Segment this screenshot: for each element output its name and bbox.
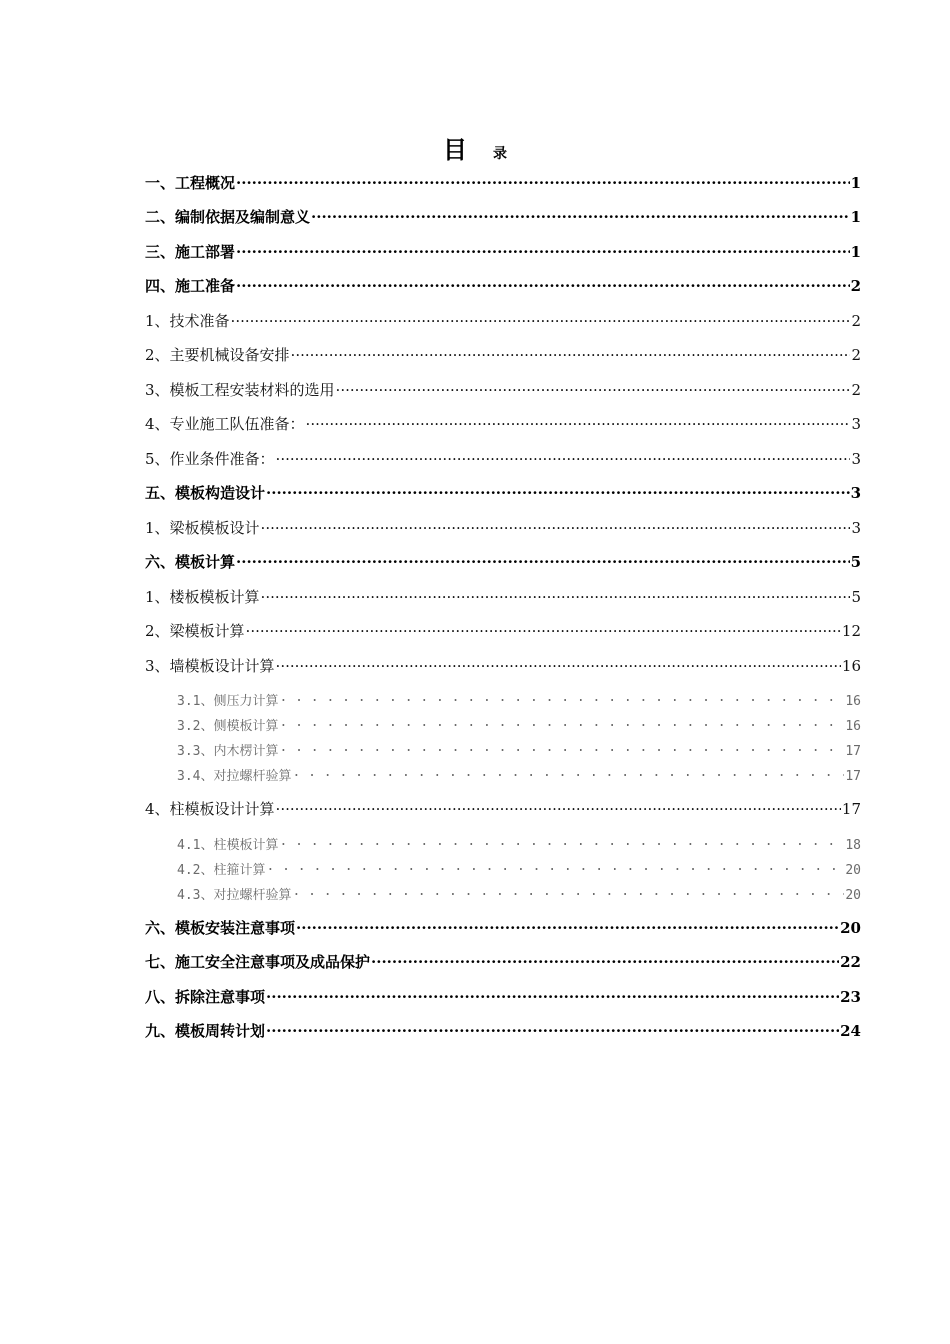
toc-entry-page: 20	[845, 888, 861, 903]
toc-entry-label: 5、作业条件准备：	[145, 450, 275, 468]
toc-leader-dots	[279, 717, 844, 730]
toc-entry-page: 1	[850, 208, 861, 226]
toc-entry-label: 1、楼板模板计算	[145, 588, 260, 606]
toc-entry-page: 23	[840, 988, 861, 1006]
toc-entry[interactable]	[145, 917, 861, 938]
toc-entry-label: 三、施工部署	[145, 243, 236, 261]
toc-entry-page: 5	[851, 588, 861, 606]
toc-entry-label: 1、技术准备	[145, 312, 230, 330]
toc-leader-dots	[261, 587, 851, 602]
toc-leader-dots	[292, 767, 844, 780]
toc-entry[interactable]	[145, 551, 861, 572]
toc-entry[interactable]	[145, 798, 861, 819]
toc-title-sub: 录	[493, 146, 507, 162]
toc-entry-label: 六、模板计算	[145, 553, 236, 571]
toc-entry-page: 5	[850, 553, 861, 571]
toc-entry-page: 18	[845, 838, 861, 853]
toc-leader-dots	[231, 311, 851, 326]
toc-subentry[interactable]	[177, 740, 861, 759]
toc-leader-dots	[311, 207, 850, 222]
toc-leader-dots	[236, 173, 850, 188]
toc-subentry[interactable]	[177, 834, 861, 853]
toc-entry[interactable]	[145, 275, 861, 296]
toc-entry[interactable]	[145, 1020, 861, 1041]
toc-entry-page: 16	[841, 657, 861, 675]
toc-subentry[interactable]	[177, 765, 861, 784]
toc-leader-dots	[279, 836, 844, 849]
toc-entry-page: 17	[845, 744, 861, 759]
toc-entry[interactable]	[145, 951, 861, 972]
toc-leader-dots	[236, 552, 850, 567]
toc-entry-label: 4.1、柱模板计算	[177, 838, 279, 853]
toc-entry-page: 1	[850, 243, 861, 261]
toc-leader-dots	[266, 861, 844, 874]
toc-entry[interactable]	[145, 206, 861, 227]
toc-entry-page: 3	[851, 450, 861, 468]
toc-entry[interactable]	[145, 241, 861, 262]
toc-entry-page: 20	[840, 919, 861, 937]
toc-entry[interactable]	[145, 413, 861, 434]
toc-entry[interactable]	[145, 517, 861, 538]
toc-entry[interactable]	[145, 172, 861, 193]
toc-entry-label: 四、施工准备	[145, 277, 236, 295]
toc-leader-dots	[266, 483, 850, 498]
toc-subentry[interactable]	[177, 859, 861, 878]
toc-entry-label: 2、梁模板计算	[145, 622, 245, 640]
toc-entry-page: 16	[845, 694, 861, 709]
toc-entry[interactable]	[145, 379, 861, 400]
toc-entry-label: 七、施工安全注意事项及成品保护	[145, 953, 371, 971]
toc-leader-dots	[276, 799, 841, 814]
toc-entry-label: 五、模板构造设计	[145, 484, 266, 502]
toc-leader-dots	[236, 276, 850, 291]
toc-entry-page: 20	[845, 863, 861, 878]
toc-entry-label: 4.2、柱箍计算	[177, 863, 266, 878]
toc-leader-dots	[292, 886, 844, 899]
toc-leader-dots	[276, 656, 841, 671]
toc-entry-label: 一、工程概况	[145, 174, 236, 192]
toc-leader-dots	[279, 692, 844, 705]
toc-subentry[interactable]	[177, 690, 861, 709]
toc-entry-label: 3.2、侧模板计算	[177, 719, 279, 734]
toc-leader-dots	[291, 345, 851, 360]
toc-entry[interactable]	[145, 344, 861, 365]
toc-leader-dots	[246, 621, 841, 636]
toc-leader-dots	[336, 380, 851, 395]
toc-subentry[interactable]	[177, 884, 861, 903]
toc-entry-page: 2	[851, 312, 861, 330]
toc-title	[0, 130, 950, 165]
toc-entry-label: 3.1、侧压力计算	[177, 694, 279, 709]
toc-leader-dots	[236, 242, 850, 257]
toc-entry[interactable]	[145, 986, 861, 1007]
toc-entry-label: 3、墙模板设计计算	[145, 657, 275, 675]
toc-entry-page: 16	[845, 719, 861, 734]
toc-leader-dots	[279, 742, 844, 755]
toc-entry-page: 3	[851, 519, 861, 537]
toc-entry-page: 2	[851, 346, 861, 364]
toc-entry-page: 22	[840, 953, 861, 971]
toc-leader-dots	[266, 1021, 839, 1036]
toc-entry-page: 2	[850, 277, 861, 295]
toc-entry-page: 3	[850, 484, 861, 502]
toc-entry-label: 4、柱模板设计计算	[145, 800, 275, 818]
toc-entry-label: 3.4、对拉螺杆验算	[177, 769, 292, 784]
toc-entry-label: 2、主要机械设备安排	[145, 346, 290, 364]
toc-leader-dots	[261, 518, 851, 533]
toc-entry[interactable]	[145, 620, 861, 641]
toc-leader-dots	[371, 952, 839, 967]
toc-entry-page: 24	[840, 1022, 861, 1040]
toc-entry-page: 1	[850, 174, 861, 192]
toc-entry-label: 4.3、对拉螺杆验算	[177, 888, 292, 903]
toc-entry-label: 4、专业施工队伍准备：	[145, 415, 305, 433]
toc-leader-dots	[306, 414, 851, 429]
toc-entry-label: 八、拆除注意事项	[145, 988, 266, 1006]
toc-subentry[interactable]	[177, 715, 861, 734]
toc-entry-page: 17	[841, 800, 861, 818]
toc-leader-dots	[266, 987, 839, 1002]
toc-entry[interactable]	[145, 310, 861, 331]
toc-entry-label: 六、模板安装注意事项	[145, 919, 296, 937]
toc-entry-label: 二、编制依据及编制意义	[145, 208, 311, 226]
toc-entry-label: 3.3、内木楞计算	[177, 744, 279, 759]
toc-entry-label: 九、模板周转计划	[145, 1022, 266, 1040]
toc-entry[interactable]	[145, 448, 861, 469]
toc-entry-page: 3	[851, 415, 861, 433]
toc-entry-page: 2	[851, 381, 861, 399]
toc-title-main: 目	[443, 135, 467, 164]
toc-leader-dots	[296, 918, 839, 933]
toc-entry-label: 3、模板工程安装材料的选用	[145, 381, 335, 399]
toc-entry[interactable]	[145, 655, 861, 676]
toc-entry[interactable]	[145, 586, 861, 607]
toc-entry-page: 12	[841, 622, 861, 640]
toc-entry-label: 1、梁板模板设计	[145, 519, 260, 537]
toc-entry-page: 17	[845, 769, 861, 784]
toc-entry[interactable]	[145, 482, 861, 503]
toc-leader-dots	[276, 449, 851, 464]
